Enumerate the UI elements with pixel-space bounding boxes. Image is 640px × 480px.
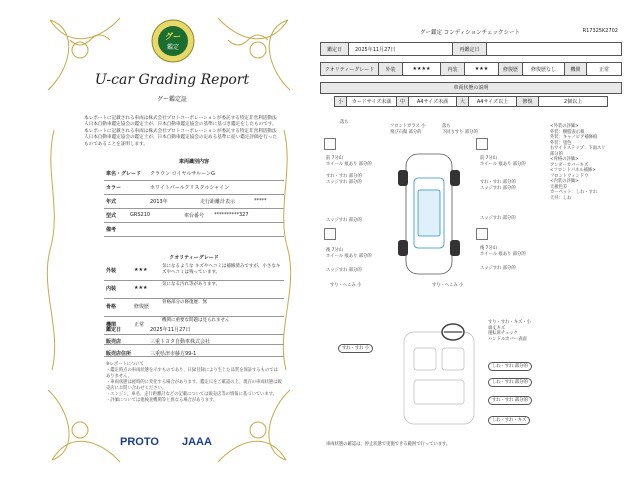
- car-interior-view: [384, 328, 494, 428]
- logo-bar: [120, 436, 280, 452]
- sheet-id: R17325K2702: [582, 28, 618, 34]
- goo-kantei-badge: [150, 18, 196, 64]
- label-undercarriage: 落ち 下回りすり 部分的: [442, 124, 478, 135]
- quality-table: [320, 62, 622, 76]
- row-year: [104, 194, 284, 209]
- legend-value: カードサイズ未満: [347, 97, 397, 106]
- date-table: [320, 42, 622, 56]
- row-date: [104, 322, 284, 332]
- frame-value: 修復歴なし: [523, 63, 565, 75]
- row-color: [104, 180, 284, 195]
- engine-value: 正常: [598, 66, 609, 73]
- sheet-title: グー鑑定 コンディションチェックシート: [419, 30, 521, 36]
- quality-label: クオリティーグレード: [321, 63, 379, 75]
- sheet-footnote: 車両状態の確認は、停止状態で実施できる範囲で行っています。: [326, 442, 451, 447]
- certificate-title: グー鑑定証: [156, 96, 187, 103]
- vehicle-section-header: 車両識別内容: [178, 159, 209, 165]
- label-right-mid-1: すれ・すれ 部分的 エッジすれ 部分的: [480, 180, 516, 191]
- legend-key: 修復: [517, 97, 539, 106]
- label-rear-left-tire: 後 7分山 ホイール 痕あり 部分的: [326, 248, 372, 259]
- interior-label: 内装: [441, 63, 465, 75]
- row-key: 販売店住所: [106, 351, 132, 357]
- right-notes: <外装の評価> 外装：樹脂表示相 外装：キャノピア補修痕 外装：塗色 右サイドステップ：下面スリ 部分的 <骨格の評価> アンダーカバーキズ <フロントパネル補修> フロントウィンドウ <内装の評価> 天板色差 カーペット：しわ・すれ 天井：しわ: [550, 124, 606, 201]
- grade-stars: 修復歴: [134, 304, 150, 310]
- grade-key: 外装: [106, 268, 117, 274]
- legend-table: [334, 96, 608, 107]
- grade-key: 内装: [106, 286, 117, 292]
- row-value: ホワイトパールクリスタルシャイン: [150, 185, 230, 191]
- label-left-mid-1: すれ・すれ 部分的 エッジすれ 部分的: [326, 174, 362, 185]
- row-key: 型式: [106, 213, 117, 219]
- quality-section-header: クオリティーグレード: [169, 255, 219, 261]
- grade-interior: [104, 280, 284, 299]
- row-dealer: [104, 334, 284, 345]
- label-bottom-1: すり・へこみ 小: [330, 283, 362, 288]
- label-left-mid-3: エッジすれ 部分的: [326, 268, 362, 273]
- row-key: 車名・グレード: [106, 171, 142, 177]
- row-key: 備考: [106, 227, 117, 233]
- date-value: 2025年11月27日: [349, 43, 453, 55]
- recert-label: 再鑑定日: [453, 43, 487, 55]
- steering-wheel-icon: [440, 322, 466, 342]
- row-key: 鑑定日: [106, 327, 122, 333]
- row-remarks: [104, 222, 284, 237]
- label-rear-2: しわ・すれ 部分的: [488, 362, 532, 371]
- row-model-code: [104, 208, 284, 223]
- panel-box: [476, 228, 488, 240]
- row-value: 三重トヨタ自動車株式会社: [150, 339, 211, 345]
- row-key: 走行距離計表示: [200, 199, 236, 205]
- grade-desc: 気になるような キズやヘコミは補修済みですが、小さなキズやヘコミは残っています。: [162, 264, 281, 275]
- interior-stars: ★★★: [465, 63, 499, 75]
- grade-stars: ★★★: [134, 267, 148, 273]
- grade-frame: [104, 298, 284, 317]
- exterior-label: 外装: [379, 63, 403, 75]
- certificate-intro: 本レポートに記載される車両は株式会社プロトコーポレーションが委託する特定非営利活動法人日本自動車鑑定協会の鑑定士が、日本自動車鑑定協会の基準に基づき鑑定をしたものです。本レポートに記載される車両は株式会社プロトコーポレーションが委託する特定非営利活動法人日本自動車鑑定協会の鑑定士が、日本自動車鑑定協会の定める基準に従い鑑定評価を行ったものであることを証明します。: [84, 116, 277, 147]
- car-top-view: [394, 148, 464, 280]
- condition-check-sheet: [320, 28, 620, 473]
- label-windshield: フロントガラス 小 飛び石傷 部分的: [390, 124, 426, 135]
- grade-exterior: [104, 262, 284, 281]
- row-value: 2025年11月27日: [150, 327, 191, 333]
- row-key: カラー: [106, 185, 122, 191]
- label-front-right-tire: 前 7分山 ホイール 痕あり 部分的: [480, 156, 526, 167]
- legend-key: 小: [335, 97, 347, 106]
- grade-desc: 機関に重要な問題は見られません: [162, 318, 230, 323]
- label-right-mid-3: エッジすれ 部分的: [480, 266, 516, 271]
- grade-desc: 気になる汚れ等があります。: [162, 282, 221, 287]
- report-notes: ※レポートについて ・鑑定時点の車両状態を示すものであり、日録目録により生じた品質を保証するものではありません。 ・車両状態は経時的に変化する場合があります。鑑定日をご確認の上、現在の車両状態は販売店にお問い合わせください。 ・エンジン、車名、走行距離計などの記載については販売店等の情報に基づいています。 ・評価については他検査機関等と異なる場合があります。: [106, 362, 282, 403]
- label-rear-right-tire: 後 7分山 ホイール 痕あり 部分的: [480, 246, 526, 257]
- row-value: *****: [254, 198, 267, 204]
- frame-label: 修復歴: [499, 63, 523, 75]
- panel-box: [324, 228, 336, 240]
- report-title: U-car Grading Report: [94, 72, 250, 88]
- legend-value: 2個以上: [563, 99, 583, 105]
- grade-stars: 正常: [134, 322, 145, 328]
- row-value: 三重県津市藤方99-1: [150, 351, 197, 357]
- grade-key: 機関: [106, 322, 117, 328]
- label-front-interior: すり・すれ・キズ・小 頑丈キズ 運転席チェック ハンドルカバー表面: [488, 320, 531, 342]
- legend-key: 中: [397, 97, 409, 106]
- row-key: 販売店: [106, 339, 122, 345]
- panel-box: [476, 138, 488, 150]
- label-rear-3: しわ・すれ 部分的: [488, 378, 532, 387]
- jaaa-logo: JAAA: [182, 436, 212, 448]
- row-value: **********327: [214, 212, 249, 218]
- svg-text:グー: グー: [165, 32, 181, 41]
- legend-value: A4サイズ以上: [469, 97, 517, 106]
- grade-desc: 骨格部分の修復歴：無: [162, 300, 207, 305]
- row-key: 年式: [106, 199, 117, 205]
- svg-text:鑑定: 鑑定: [166, 44, 180, 51]
- recert-value: [487, 43, 621, 55]
- grade-stars: ★★★: [134, 285, 148, 291]
- label-rear-4: すれ・すれ 部分的: [488, 396, 532, 405]
- grading-report-certificate: [40, 10, 298, 470]
- row-dealer-address: [104, 346, 284, 357]
- panel-box: [324, 138, 336, 150]
- label-rear-1: すれ・すれ 小: [338, 344, 373, 353]
- label-top-left: 落ち: [340, 120, 349, 125]
- row-value: GRS210: [130, 212, 151, 218]
- row-key: 車台番号: [184, 213, 205, 219]
- proto-logo: PROTO: [120, 436, 159, 448]
- legend-value: A4サイズ未満: [409, 97, 457, 106]
- row-model-grade: [104, 166, 284, 181]
- label-bottom-2: すり・へこみ 小: [432, 283, 464, 288]
- label-rear-5: しわ・すれ・キズ: [488, 416, 530, 425]
- engine-label: 機関: [565, 63, 587, 75]
- legend-key: 大: [457, 97, 469, 106]
- label-right-mid-2: エッジすれ 部分的: [480, 216, 516, 221]
- row-value: クラウン ロイヤルサルーンG: [150, 171, 215, 177]
- date-label: 鑑定日: [321, 43, 349, 55]
- row-value: 2013年: [150, 199, 168, 205]
- label-left-mid-2: エッジすれ 部分的: [326, 218, 362, 223]
- label-front-left-tire: 前 7分山 ホイール 痕あり 部分的: [326, 156, 372, 167]
- condition-header: 車両状態の説明: [320, 82, 622, 94]
- grade-key: 骨格: [106, 304, 117, 310]
- exterior-stars: ★★★★: [403, 63, 441, 75]
